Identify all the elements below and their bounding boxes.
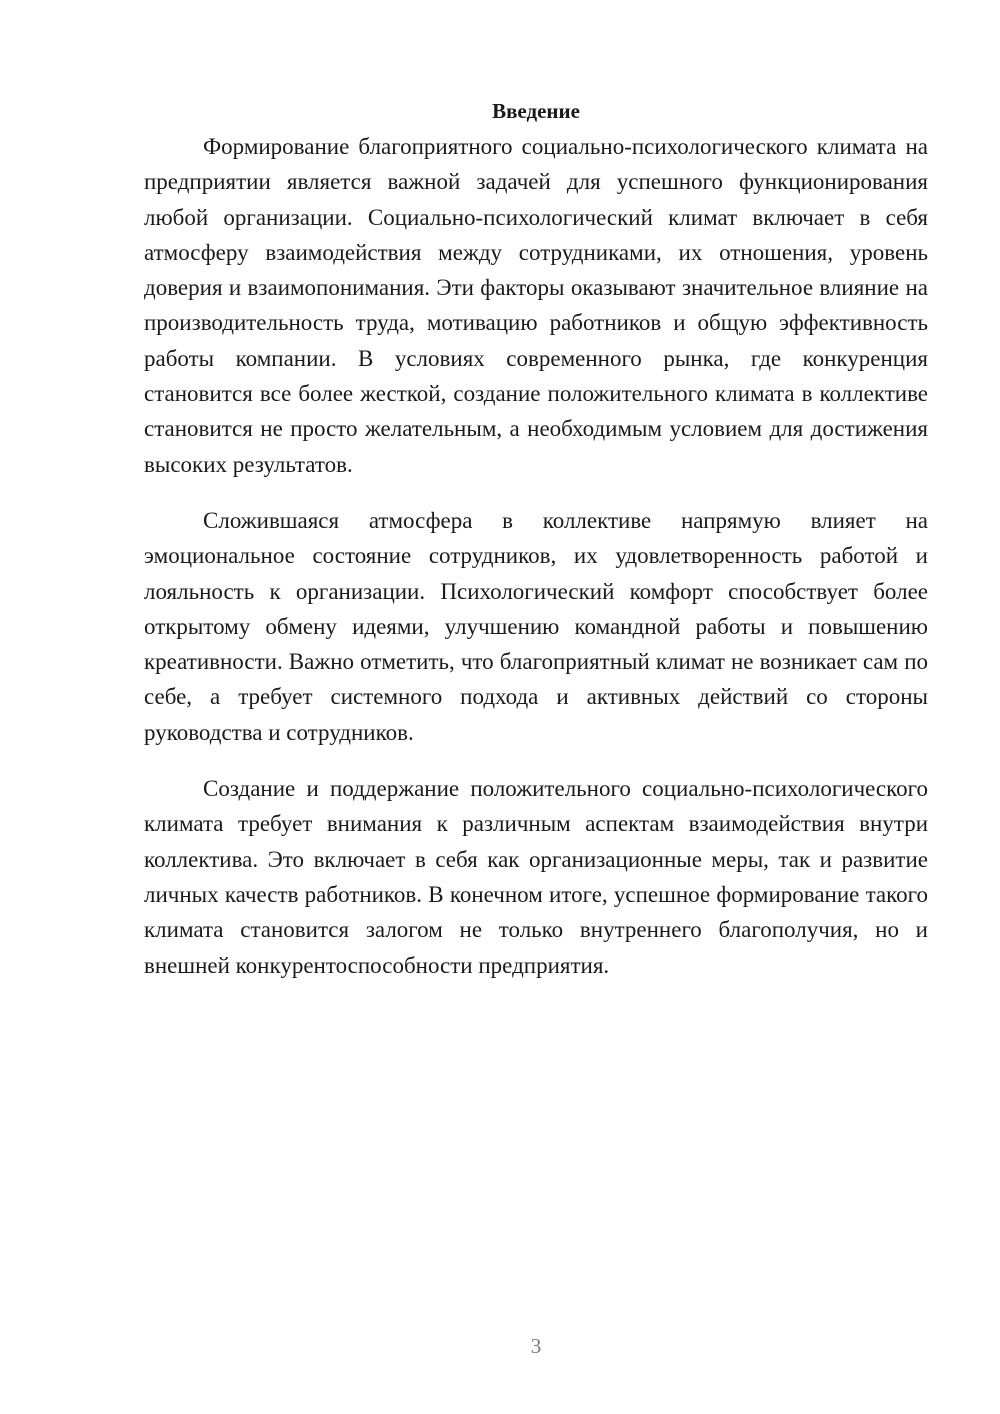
page-number: 3 xyxy=(530,1334,542,1358)
section-title: Введение xyxy=(492,99,580,123)
page-content xyxy=(144,95,928,1004)
paragraph-3: Создание и поддержание положительного социально-психологического климата требует внимания к различным аспектам взаимодействия внутри коллектива. Это включает в себя как организационные меры, так и развитие личных качеств работников. В конечном итоге, успешное формирование такого климата становится залогом не только внутреннего благополучия, но и внешней конкурентоспособности предприятия. xyxy=(144,776,928,978)
paragraph-1: Формирование благоприятного социально-психологического климата на предприятии является важной задачей для успешного функционирования любой организации. Социально-психологический климат включает в себя атмосферу взаимодействия между сотрудниками, их отношения, уровень доверия и взаимопонимания. Эти факторы оказывают значительное влияние на производительность труда, мотивацию работников и общую эффективность работы компании. В условиях современного рынка, где конкуренция становится все более жесткой, создание положительного климата в коллективе становится не просто желательным, а необходимым условием для достижения высоких результатов. xyxy=(144,134,928,477)
paragraph-2: Сложившаяся атмосфера в коллективе напрямую влияет на эмоциональное состояние сотрудников, их удовлетворенность работой и лояльность к организации. Психологический комфорт способствует более открытому обмену идеями, улучшению командной работы и повышению креативности. Важно отметить, что благоприятный климат не возникает сам по себе, а требует системного подхода и активных действий со стороны руководства и сотрудников. xyxy=(144,507,928,745)
